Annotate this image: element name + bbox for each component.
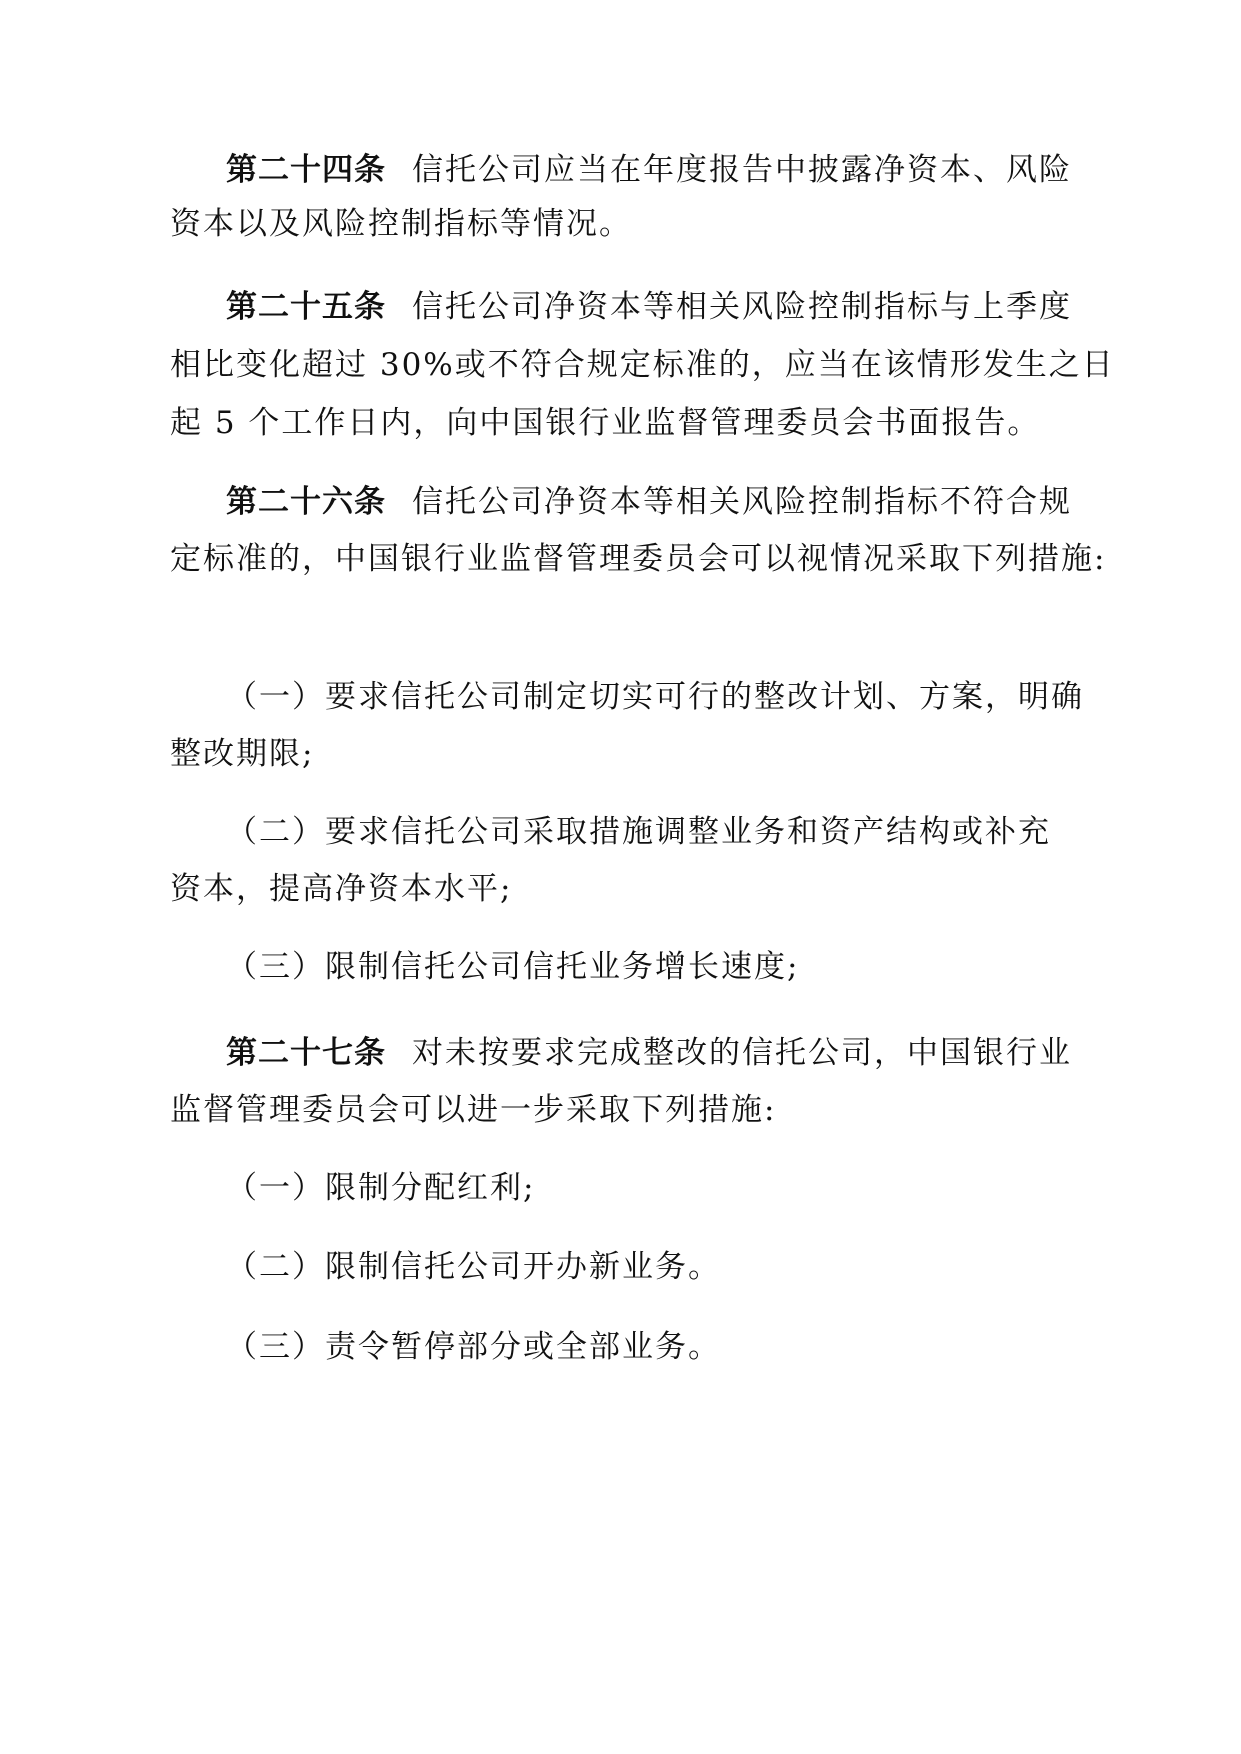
article-26-line-2: 定标准的，中国银行业监督管理委员会可以视情况采取下列措施: <box>170 541 1107 577</box>
article-24-line-1 <box>226 150 1072 190</box>
article-25-text: 信托公司净资本等相关风险控制指标与上季度 <box>412 289 1072 325</box>
article-25-number: 第二十五条 <box>226 289 386 325</box>
article-26-text: 信托公司净资本等相关风险控制指标不符合规 <box>412 484 1072 520</box>
article-27-line-2: 监督管理委员会可以进一步采取下列措施: <box>170 1092 777 1128</box>
article-24-text: 信托公司应当在年度报告中披露净资本、风险 <box>412 152 1072 188</box>
article-27-item-3: （三）责令暂停部分或全部业务。 <box>226 1329 721 1365</box>
article-27-line-1 <box>226 1033 1072 1073</box>
article-26-item-2-line-2: 资本，提高净资本水平; <box>170 871 513 907</box>
article-25-line-1 <box>226 287 1072 327</box>
article-25-line-3: 起 5 个工作日内，向中国银行业监督管理委员会书面报告。 <box>170 405 1041 441</box>
article-27-item-2: （二）限制信托公司开办新业务。 <box>226 1249 721 1285</box>
article-24-line-2: 资本以及风险控制指标等情况。 <box>170 206 632 242</box>
article-25-line-2: 相比变化超过 30%或不符合规定标准的，应当在该情形发生之日 <box>170 347 1115 383</box>
article-26-line-1 <box>226 482 1072 522</box>
article-27-number: 第二十七条 <box>226 1035 386 1071</box>
article-27-item-1: （一）限制分配红利; <box>226 1170 536 1206</box>
article-26-item-3-line-1: （三）限制信托公司信托业务增长速度; <box>226 949 800 985</box>
article-24-number: 第二十四条 <box>226 152 386 188</box>
article-26-item-1-line-1: （一）要求信托公司制定切实可行的整改计划、方案，明确 <box>226 679 1084 715</box>
article-26-item-2-line-1: （二）要求信托公司采取措施调整业务和资产结构或补充 <box>226 814 1051 850</box>
article-26-number: 第二十六条 <box>226 484 386 520</box>
article-27-text: 对未按要求完成整改的信托公司，中国银行业 <box>412 1035 1072 1071</box>
article-26-item-1-line-2: 整改期限; <box>170 736 315 772</box>
